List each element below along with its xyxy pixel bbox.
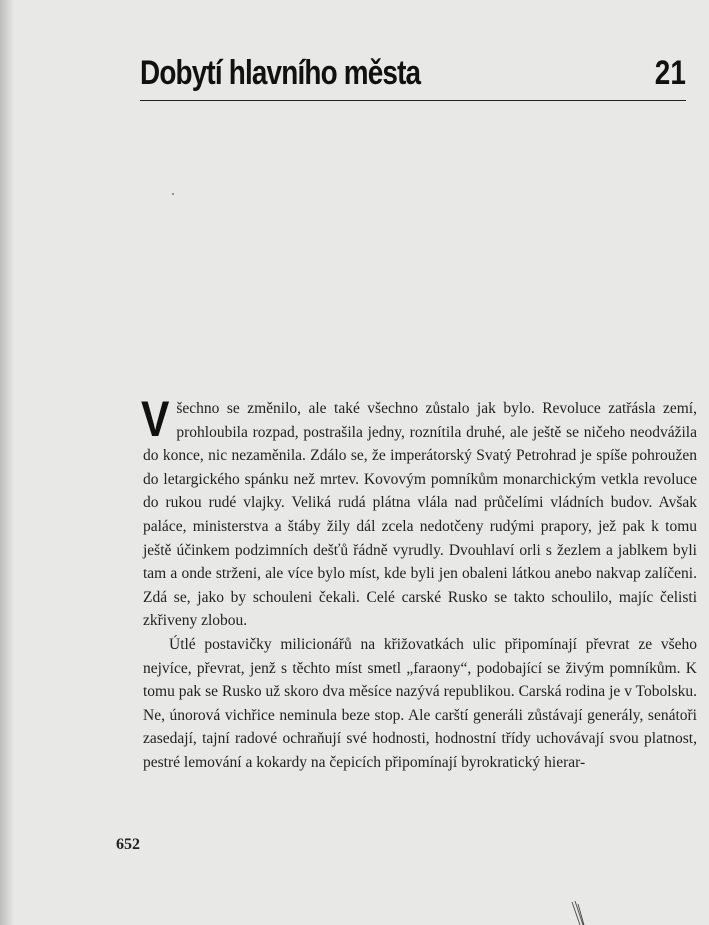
paper-speck	[172, 193, 174, 195]
paragraph-2: Útlé postavičky milicionářů na křižovatkách ulic připomínají převrat ze všeho nejvíce, převrat, jenž s těchto míst smetl „faraony“, podobající se živým pomníkům. K tomu pak se Rusko už skoro dva měsíce nazývá republikou. Carská rodina je v Tobolsku. Ne, únorová vichřice neminula beze stop. Ale carští generáli zůstávají generály, senátoři zasedají, tajní radové ochraňují své hodnosti, hodnostní třídy uchovávají svou platnost, pestré lemování a kokardy na čepicích připomínají byrokratický hierar-	[143, 635, 697, 771]
chapter-number: 21	[654, 54, 686, 92]
paragraph-1	[141, 391, 697, 633]
page-edge-shadow	[0, 0, 14, 925]
drop-cap: V	[141, 391, 170, 447]
paragraph-1-text: šechno se změnilo, ale také všechno zůstalo jak bylo. Revoluce zatřásla zemí, prohloubila rozpad, postrašila jedny, roznítila druhé, ale ještě se ničeho neodvážila do konce, nic nezaměnila. Zdálo se, že imperátorský Svatý Petrohrad je spíše pohroužen do letargického spánku než mrtev. Kovovým pomníkům monarchickým vetkla revoluce do rukou rudé vlajky. Veliká rudá plátna vlála nad průčelími vládních budov. Avšak paláce, ministerstva a štáby žily dál zcela nedotčeny rudými prapory, jež pak k tomu ještě účinkem podzimních dešťů řádně vyrudly. Dvouhlaví orli s žezlem a jablkem byli tam a onde strženi, ale více bylo míst, kde byli jen obaleni látkou anebo nakvap zalíčeni. Zdá se, jako by schouleni čekali. Celé carské Rusko se takto schoulilo, majíc čelisti zkřiveny zlobou.	[143, 400, 697, 630]
body-text	[141, 391, 697, 775]
chapter-header	[140, 54, 686, 101]
page-number: 652	[116, 836, 140, 853]
pencil-mark-icon	[570, 900, 600, 925]
chapter-title: Dobytí hlavního města	[140, 54, 421, 92]
